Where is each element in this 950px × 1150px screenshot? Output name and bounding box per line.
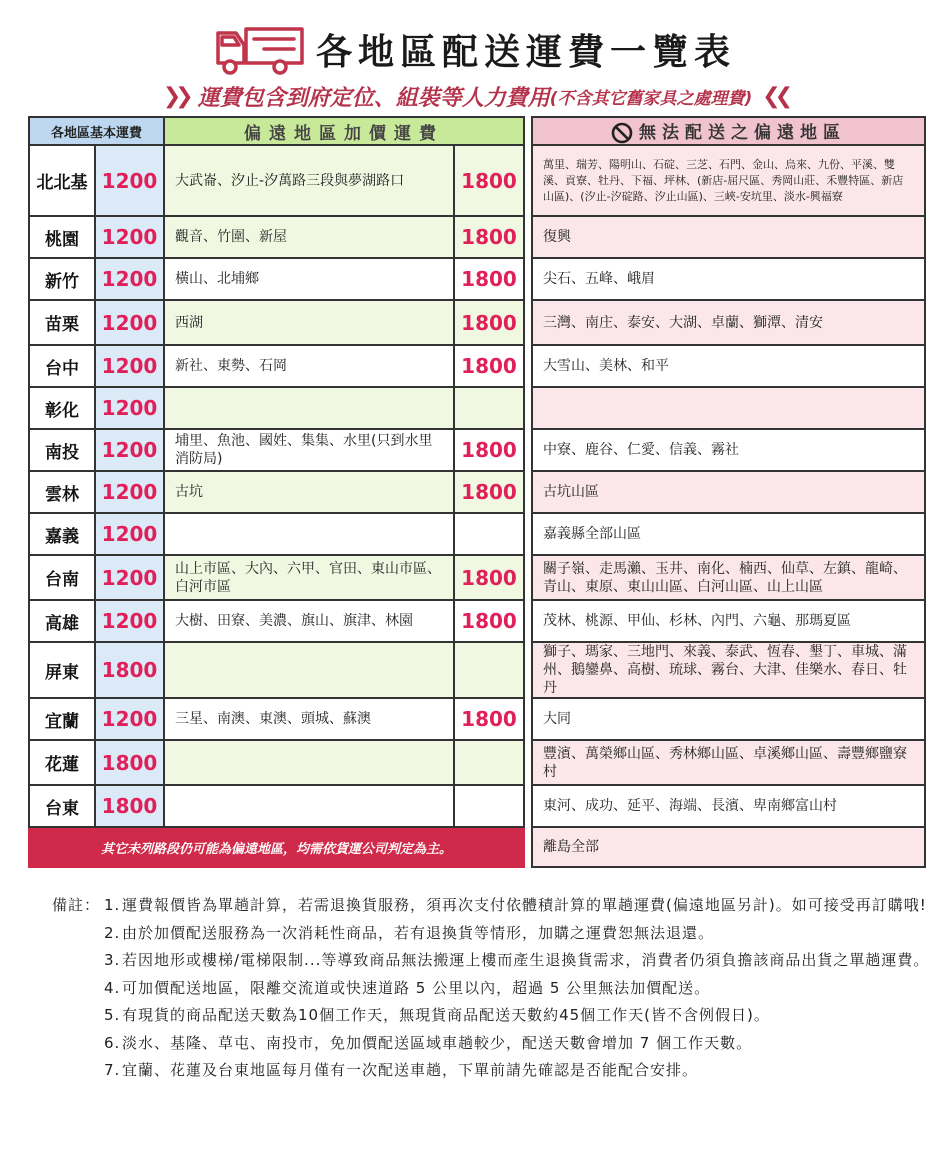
note-number: 7. [104, 1061, 121, 1079]
additional-price: 1800 [454, 429, 524, 471]
additional-areas: 山上市區、大內、六甲、官田、東山市區、白河市區 [164, 555, 454, 600]
base-price: 1200 [95, 300, 164, 345]
additional-price [454, 513, 524, 555]
region-name: 南投 [29, 429, 95, 471]
no-delivery-islands: 離島全部 [532, 827, 925, 867]
region-name: 台中 [29, 345, 95, 387]
double-chevron-left-icon: ❮❮ [762, 83, 788, 109]
table-row [29, 300, 925, 345]
region-name: 嘉義 [29, 513, 95, 555]
column-gap [524, 827, 532, 867]
column-gap [524, 642, 532, 698]
table-row [29, 145, 925, 216]
note-text: 宜蘭、花蓮及台東地區每月僅有一次配送車趟，下單前請先確認是否能配合安排。 [122, 1061, 699, 1079]
table-row [29, 216, 925, 258]
column-gap [524, 345, 532, 387]
page-header [0, 18, 950, 80]
additional-areas: 大武崙、汐止-汐萬路三段與夢湖路口 [164, 145, 454, 216]
additional-areas: 埔里、魚池、國姓、集集、水里(只到水里消防局) [164, 429, 454, 471]
note-item [104, 893, 932, 917]
column-gap [524, 513, 532, 555]
subtitle-main: 運費包含到府定位、組裝等人力費用 [197, 85, 550, 111]
additional-price: 1800 [454, 555, 524, 600]
note-text: 由於加價配送服務為一次消耗性商品，若有退換貨等情形，加購之運費恕無法退還。 [122, 923, 715, 942]
column-gap [524, 740, 532, 785]
no-delivery-areas: 關子嶺、走馬瀨、玉井、南化、楠西、仙草、左鎮、龍崎、青山、東原、東山山區、白河山區、山上山區 [532, 555, 925, 600]
additional-areas: 新社、東勢、石岡 [164, 345, 454, 387]
additional-price: 1800 [454, 216, 524, 258]
subtitle [0, 80, 950, 112]
note-item [104, 1031, 932, 1055]
no-delivery-areas: 復興 [532, 216, 925, 258]
base-price: 1200 [95, 429, 164, 471]
region-name: 台東 [29, 785, 95, 827]
additional-price: 1800 [454, 600, 524, 642]
col-header-no-delivery [532, 117, 925, 145]
no-delivery-areas: 尖石、五峰、峨眉 [532, 258, 925, 300]
base-price: 1200 [95, 387, 164, 429]
base-price: 1200 [95, 698, 164, 740]
additional-price [454, 387, 524, 429]
additional-price: 1800 [454, 471, 524, 513]
region-name: 高雄 [29, 600, 95, 642]
base-price: 1200 [95, 513, 164, 555]
note-item [104, 948, 932, 972]
base-price: 1200 [95, 471, 164, 513]
region-name: 桃園 [29, 216, 95, 258]
table-row [29, 555, 925, 600]
table-footer-row [29, 827, 925, 867]
subtitle-note: (不含其它舊家具之處理費) [549, 88, 753, 109]
notes-list [104, 893, 932, 1086]
table-row [29, 600, 925, 642]
no-delivery-areas: 東河、成功、延平、海端、長濱、卑南鄉富山村 [532, 785, 925, 827]
column-gap [524, 698, 532, 740]
base-price: 1200 [95, 258, 164, 300]
column-gap [524, 600, 532, 642]
additional-areas [164, 513, 454, 555]
region-name: 雲林 [29, 471, 95, 513]
additional-areas [164, 642, 454, 698]
base-price: 1200 [95, 555, 164, 600]
additional-areas: 三星、南澳、東澳、頭城、蘇澳 [164, 698, 454, 740]
additional-price [454, 785, 524, 827]
region-name: 彰化 [29, 387, 95, 429]
column-gap [524, 785, 532, 827]
additional-areas [164, 785, 454, 827]
additional-areas: 大樹、田寮、美濃、旗山、旗津、林園 [164, 600, 454, 642]
col-header-base: 各地區基本運費 [29, 117, 164, 145]
table-row [29, 642, 925, 698]
region-name: 屏東 [29, 642, 95, 698]
note-text: 可加價配送地區，限離交流道或快速道路 5 公里以內，超過 5 公里無法加價配送。 [122, 978, 711, 997]
region-name: 北北基 [29, 145, 95, 216]
column-gap [524, 387, 532, 429]
table-row [29, 471, 925, 513]
note-item [104, 1058, 932, 1082]
footnote: 其它未列路段仍可能為偏遠地區，均需依貨運公司判定為主。 [29, 827, 524, 867]
table-row [29, 513, 925, 555]
region-name: 新竹 [29, 258, 95, 300]
region-name: 花蓮 [29, 740, 95, 785]
no-delivery-areas: 古坑山區 [532, 471, 925, 513]
page-title: 各地區配送運費一覽表 [315, 31, 736, 73]
note-text: 有現貨的商品配送天數為10個工作天，無現貨商品配送天數約45個工作天(皆不含例假日)。 [122, 1006, 770, 1024]
note-text: 運費報價皆為單趟計算，若需退換貨服務，須再次支付依體積計算的單趟運費(偏遠地區另計)。如可接受再訂購哦! [122, 896, 927, 914]
additional-price [454, 740, 524, 785]
table-header-row [29, 117, 925, 145]
double-chevron-right-icon: ❯❯ [162, 83, 188, 109]
note-number: 6. [104, 1033, 121, 1052]
additional-price: 1800 [454, 698, 524, 740]
base-price: 1200 [95, 216, 164, 258]
base-price: 1200 [95, 345, 164, 387]
no-delivery-areas: 嘉義縣全部山區 [532, 513, 925, 555]
additional-areas: 古坑 [164, 471, 454, 513]
no-delivery-areas: 大雪山、美林、和平 [532, 345, 925, 387]
col-header-additional: 偏遠地區加價運費 [164, 117, 524, 145]
additional-areas: 橫山、北埔鄉 [164, 258, 454, 300]
note-text: 淡水、基隆、草屯、南投市，免加價配送區域車趟較少，配送天數會增加 7 個工作天數。 [122, 1033, 753, 1052]
note-item [104, 976, 932, 1000]
additional-price [454, 642, 524, 698]
note-number: 3. [104, 951, 121, 969]
base-price: 1800 [95, 642, 164, 698]
no-delivery-areas: 三灣、南庄、泰安、大湖、卓蘭、獅潭、清安 [532, 300, 925, 345]
additional-price: 1800 [454, 258, 524, 300]
base-price: 1800 [95, 740, 164, 785]
table-row [29, 429, 925, 471]
region-name: 宜蘭 [29, 698, 95, 740]
notes-label: 備註： [52, 896, 101, 914]
column-gap [524, 258, 532, 300]
no-delivery-areas: 豐濱、萬榮鄉山區、秀林鄉山區、卓溪鄉山區、壽豐鄉鹽寮村 [532, 740, 925, 785]
table-row [29, 698, 925, 740]
no-delivery-areas [532, 387, 925, 429]
table-row [29, 345, 925, 387]
column-gap [524, 300, 532, 345]
additional-price: 1800 [454, 145, 524, 216]
additional-price: 1800 [454, 300, 524, 345]
column-gap [524, 429, 532, 471]
column-gap [524, 145, 532, 216]
column-gap [524, 216, 532, 258]
table-row [29, 740, 925, 785]
note-number: 5. [104, 1006, 121, 1024]
table-row [29, 258, 925, 300]
no-delivery-areas: 萬里、瑞芳、陽明山、石碇、三芝、石門、金山、烏來、九份、平溪、雙溪、貢寮、牡丹、下福、坪林、(新店-屈尺區、秀岡山莊、禾豐特區、新店山區)、(汐止-汐碇路、汐止山區)、三峽-安坑里、淡水-興福寮 [532, 145, 925, 216]
note-item [104, 921, 932, 945]
additional-price: 1800 [454, 345, 524, 387]
additional-areas [164, 740, 454, 785]
region-name: 苗栗 [29, 300, 95, 345]
delivery-truck-icon [214, 23, 306, 75]
no-delivery-areas: 中寮、鹿谷、仁愛、信義、霧社 [532, 429, 925, 471]
note-number: 1. [104, 896, 121, 914]
additional-areas: 西湖 [164, 300, 454, 345]
table-row [29, 387, 925, 429]
region-name: 台南 [29, 555, 95, 600]
column-gap [524, 555, 532, 600]
note-text: 若因地形或樓梯/電梯限制...等導致商品無法搬運上樓而產生退換貨需求，消費者仍須負擔該商品出貨之單趟運費。 [122, 951, 930, 969]
note-item [104, 1003, 932, 1027]
base-price: 1200 [95, 145, 164, 216]
no-delivery-areas: 大同 [532, 698, 925, 740]
additional-areas [164, 387, 454, 429]
no-delivery-areas: 獅子、瑪家、三地門、來義、泰武、恆春、墾丁、車城、滿州、鵝鑾鼻、高樹、琉球、霧台、大津、佳樂水、春日、牡丹 [532, 642, 925, 698]
column-gap [524, 117, 532, 145]
note-number: 4. [104, 978, 121, 997]
no-delivery-areas: 茂林、桃源、甲仙、杉林、內門、六龜、那瑪夏區 [532, 600, 925, 642]
base-price: 1800 [95, 785, 164, 827]
additional-areas: 觀音、竹圍、新屋 [164, 216, 454, 258]
table-row [29, 785, 925, 827]
base-price: 1200 [95, 600, 164, 642]
no-entry-icon [611, 122, 633, 144]
col-header-no-delivery-label: 無法配送之偏遠地區 [639, 123, 847, 143]
note-number: 2. [104, 923, 121, 942]
column-gap [524, 471, 532, 513]
shipping-fee-table [28, 116, 926, 868]
